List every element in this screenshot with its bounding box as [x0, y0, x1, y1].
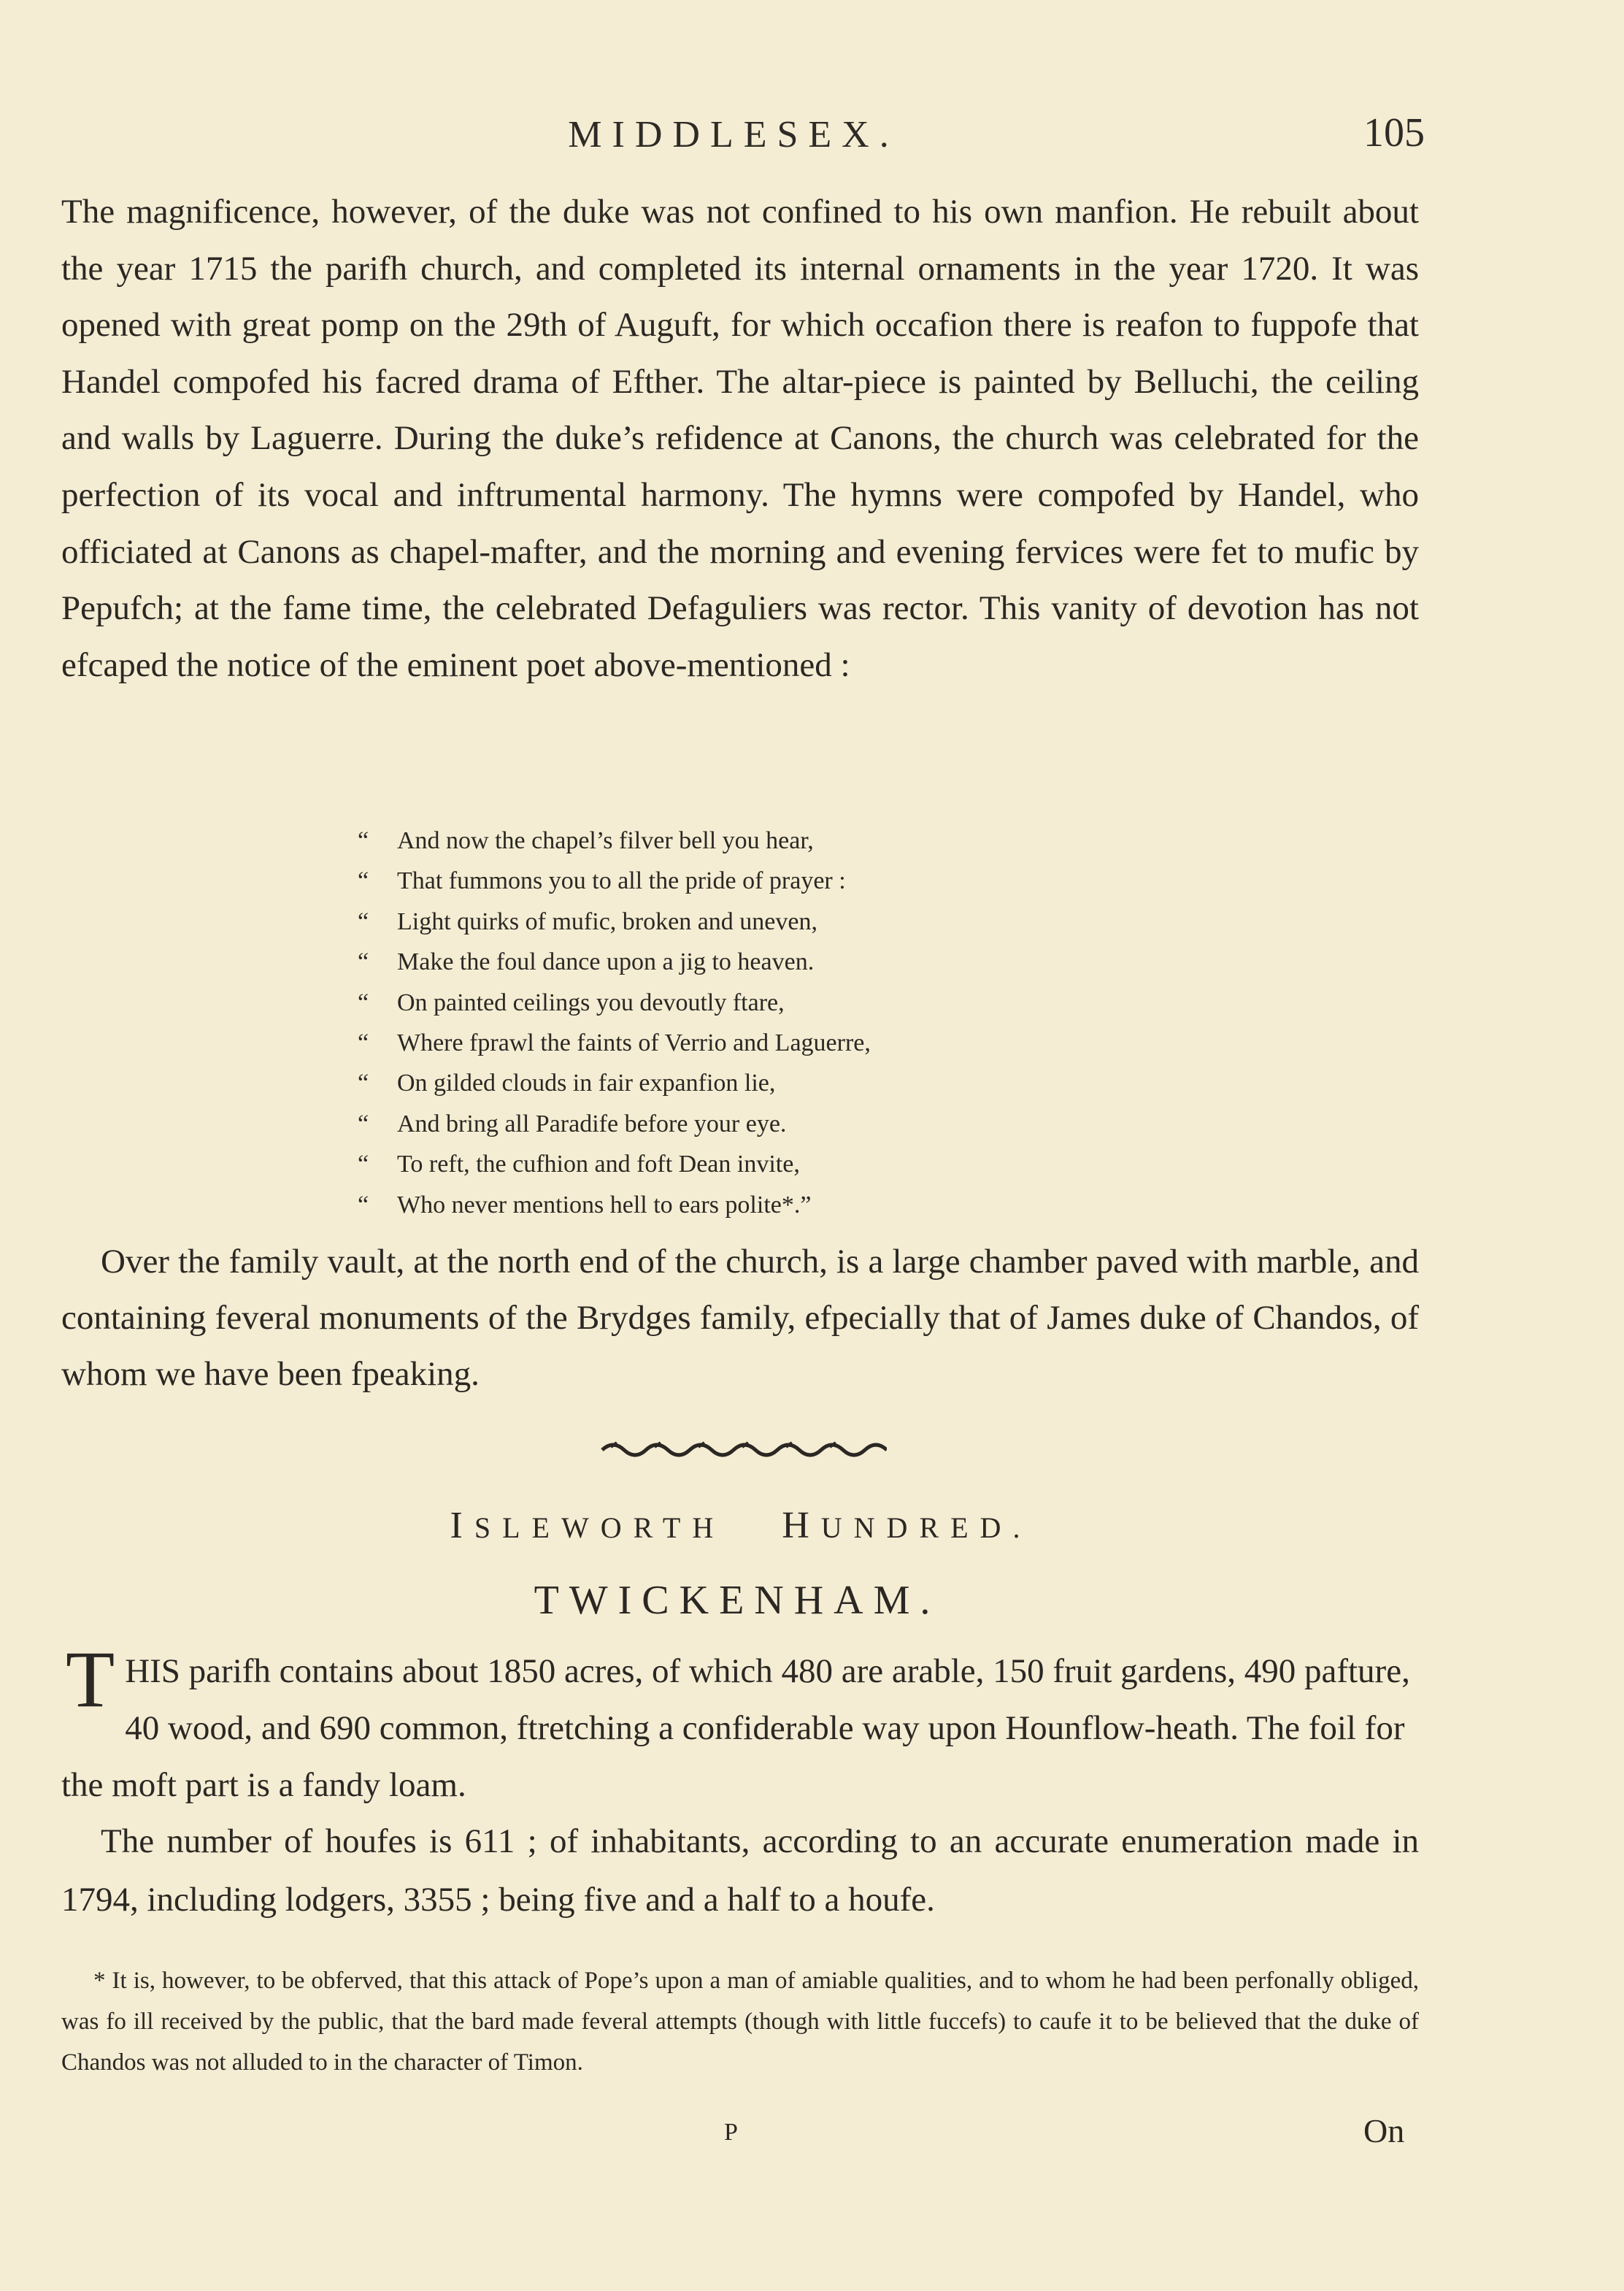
verse-line-text: That fummons you to all the pride of prayer :: [397, 867, 846, 895]
quote-mark: “: [358, 948, 369, 976]
verse-line: [358, 1185, 1161, 1225]
quote-mark: “: [358, 1191, 369, 1219]
quote-mark: “: [358, 1070, 369, 1097]
verse-quotation: [358, 821, 1161, 1225]
verse-line-text: On painted ceilings you devoutly ftare,: [397, 989, 785, 1016]
verse-line: [358, 983, 1161, 1023]
verse-line: [358, 861, 1161, 901]
paragraph-parish-acreage: [61, 1635, 1419, 1814]
hundred-heading-initial: I: [450, 1505, 474, 1546]
verse-line: [358, 902, 1161, 942]
verse-line-text: On gilded clouds in fair expanfion lie,: [397, 1070, 776, 1097]
verse-line-text: Who never mentions hell to ears polite*.”: [397, 1191, 812, 1219]
paragraph-magnificence: The magnificence, however, of the duke was not confined to his own manfion. He rebuilt about the year 1715 the parifh church, and completed its internal ornaments in the year 1720. It was opened with great pomp on the 29th of Auguft, for which occafion there is reafon to fuppofe that Handel compofed his facred drama of Efther. The altar-piece is painted by Belluchi, the ceiling and walls by Laguerre. During the duke’s refidence at Canons, the church was celebrated for the perfection of its vocal and inftrumental harmony. The hymns were compofed by Handel, who officiated at Canons as chapel-mafter, and the morning and evening fervices were fet to mufic by Pepufch; at the fame time, the celebrated Defaguliers was rector. This vanity of devotion has not efcaped the notice of the eminent poet above-mentioned :: [61, 193, 1419, 684]
verse-line: [358, 1144, 1161, 1184]
paragraph-text: HIS parifh contains about 1850 acres, of which 480 are arable, 150 fruit gardens, 490 pafture, 40 wood, and 690 common, ftretching a confiderable way upon Hounflow-heath. The foil for the moft part is a fandy loam.: [61, 1652, 1410, 1804]
verse-line-text: Where fprawl the faints of Verrio and Laguerre,: [397, 1029, 871, 1057]
quote-mark: “: [358, 1151, 369, 1178]
paragraph-family-vault: Over the family vault, at the north end of the church, is a large chamber paved with marble, and containing feveral monuments of the Brydges family, efpecially that of James duke of Chandos, of whom we have been fpeaking.: [61, 1243, 1419, 1393]
hundred-heading-rest: SLEWORTH: [474, 1511, 726, 1544]
quote-mark: “: [358, 989, 369, 1016]
paragraph-houses: The number of houfes is 611 ; of inhabitants, according to an accurate enumeration made in 1794, including lodgers, 3355 ; being five and a half to a houfe.: [61, 1822, 1419, 1919]
quote-mark: “: [358, 827, 369, 854]
verse-line: [358, 1104, 1161, 1144]
page-number: 105: [1363, 110, 1425, 156]
quote-mark: “: [358, 1110, 369, 1137]
catchword: On: [1363, 2112, 1405, 2149]
verse-line: [358, 1063, 1161, 1103]
verse-line-text: Make the foul dance upon a jig to heaven.: [397, 948, 815, 976]
quote-mark: “: [358, 907, 369, 935]
hundred-heading: [0, 1504, 1482, 1547]
footnote: * It is, however, to be obferved, that this attack of Pope’s upon a man of amiable qualities, and to whom he had been perfonally obliged, was fo ill received by the public, that the bard made feveral attempts (though with little fuccefs) to caufe it to be believed that the duke of Chandos was not alluded to in the character of Timon.: [61, 1968, 1419, 2076]
hundred-heading-initial: H: [782, 1505, 821, 1546]
verse-line: [358, 821, 1161, 861]
place-heading: TWICKENHAM.: [534, 1578, 941, 1623]
signature-mark: P: [724, 2119, 738, 2146]
hundred-heading-rest: UNDRED.: [820, 1511, 1032, 1544]
running-title: MIDDLESEX.: [568, 114, 899, 156]
verse-line-text: To reft, the cufhion and foft Dean invite,: [397, 1151, 800, 1178]
verse-line: [358, 1023, 1161, 1063]
verse-line-text: And now the chapel’s filver bell you hear,: [397, 827, 814, 854]
verse-line-text: And bring all Paradife before your eye.: [397, 1110, 787, 1137]
decorative-ornament: [595, 1432, 887, 1462]
verse-line-text: Light quirks of mufic, broken and uneven,: [397, 907, 817, 935]
quote-mark: “: [358, 867, 369, 895]
drop-cap: T: [66, 1635, 115, 1724]
verse-line: [358, 942, 1161, 982]
quote-mark: “: [358, 1029, 369, 1057]
